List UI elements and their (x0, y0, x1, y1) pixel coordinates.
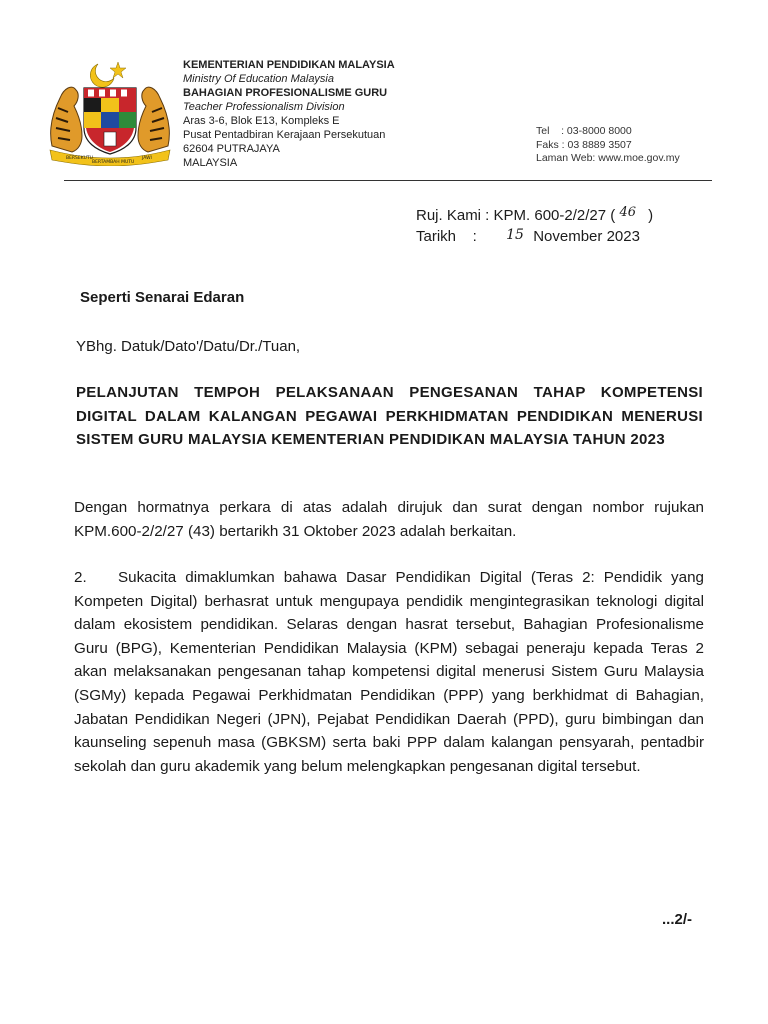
date-handwritten-day: 15 (506, 227, 524, 243)
paragraph-2 (74, 566, 704, 778)
contact-fax: Faks : 03 8889 3507 (536, 138, 632, 151)
svg-text:BERTAMBAH MUTU: BERTAMBAH MUTU (92, 160, 135, 165)
paragraph-2-text: Sukacita dimaklumkan bahawa Dasar Pendidikan Digital (Teras 2: Pendidik yang Kompeten Digital) berhasrat untuk mengupaya pendidik mengintegrasikan teknologi digital dalam ekosistem pendidikan. Selaras dengan hasrat tersebut, Bahagian Profesionalisme Guru (BPG), Kementerian Pendidikan Malaysia (KPM) sebagai peneraju kepada Teras 2 akan melaksanakan pengesanan tahap kompetensi digital menerusi Sistem Guru Malaysia (SGMy) kepada Pegawai Perkhidmatan Pendidikan (PPP) yang berkhidmat di Bahagian, Jabatan Pendidikan Negeri (JPN), Pejabat Pendidikan Daerah (PPD), guru bimbingan dan kaunseling sepenuh masa (GBKSM) serta baki PPP dalam kalangan pensyarah, pentadbir sekolah dan guru akademik yang belum melengkapkan pengesanan digital tersebut. (74, 569, 704, 775)
contact-website: Laman Web: www.moe.gov.my (536, 152, 680, 164)
svg-text:BERSEKUTU: BERSEKUTU (66, 156, 93, 161)
reference-label: Ruj. Kami : (416, 207, 490, 224)
svg-text:JAWI: JAWI (142, 156, 152, 161)
reference-number: KPM. 600-2/2/27 ( (493, 207, 616, 224)
date-value: November 2023 (533, 228, 640, 245)
address-line: MALAYSIA (183, 157, 238, 169)
page-continuation-marker: ...2/- (662, 911, 693, 928)
letterhead-divider (64, 180, 712, 181)
division-name-en: Teacher Professionalism Division (183, 101, 345, 113)
address-line: Pusat Pentadbiran Kerajaan Persekutuan (183, 129, 386, 141)
letterhead-contact-block (536, 125, 680, 166)
paragraph-number: 2. (74, 569, 87, 586)
letter-subject: PELANJUTAN TEMPOH PELAKSANAAN PENGESANAN TAHAP KOMPETENSI DIGITAL DALAM KALANGAN PEGAWAI PERKHIDMATAN PENDIDIKAN MENERUSI SISTEM GURU MALAYSIA KEMENTERIAN PENDIDIKAN MALAYSIA TAHUN 2023 (76, 384, 703, 448)
letterhead-ministry-block (183, 58, 395, 170)
salutation: YBhg. Datuk/Dato'/Datu/Dr./Tuan, (76, 338, 301, 355)
division-name-ms: BAHAGIAN PROFESIONALISME GURU (183, 87, 388, 99)
reference-close-paren: ) (648, 207, 654, 224)
paragraph-1: Dengan hormatnya perkara di atas adalah dirujuk dan surat dengan nombor rujukan KPM.600-2/2/27 (43) bertarikh 31 Oktober 2023 adalah berkaitan. (74, 499, 704, 540)
coat-of-arms-logo (44, 58, 176, 166)
reference-handwritten-number: 46 (619, 205, 636, 220)
reference-number-row (416, 206, 653, 227)
address-line: 62604 PUTRAJAYA (183, 143, 280, 155)
ministry-name-en: Ministry Of Education Malaysia (183, 73, 334, 85)
address-line: Aras 3-6, Blok E13, Kompleks E (183, 115, 340, 127)
ministry-name-ms: KEMENTERIAN PENDIDIKAN MALAYSIA (183, 59, 395, 71)
addressee: Seperti Senarai Edaran (80, 289, 245, 306)
date-row (416, 227, 653, 247)
date-label: Tarikh : (416, 228, 477, 245)
contact-tel: Tel : 03-8000 8000 (536, 125, 632, 137)
reference-block (416, 206, 653, 247)
